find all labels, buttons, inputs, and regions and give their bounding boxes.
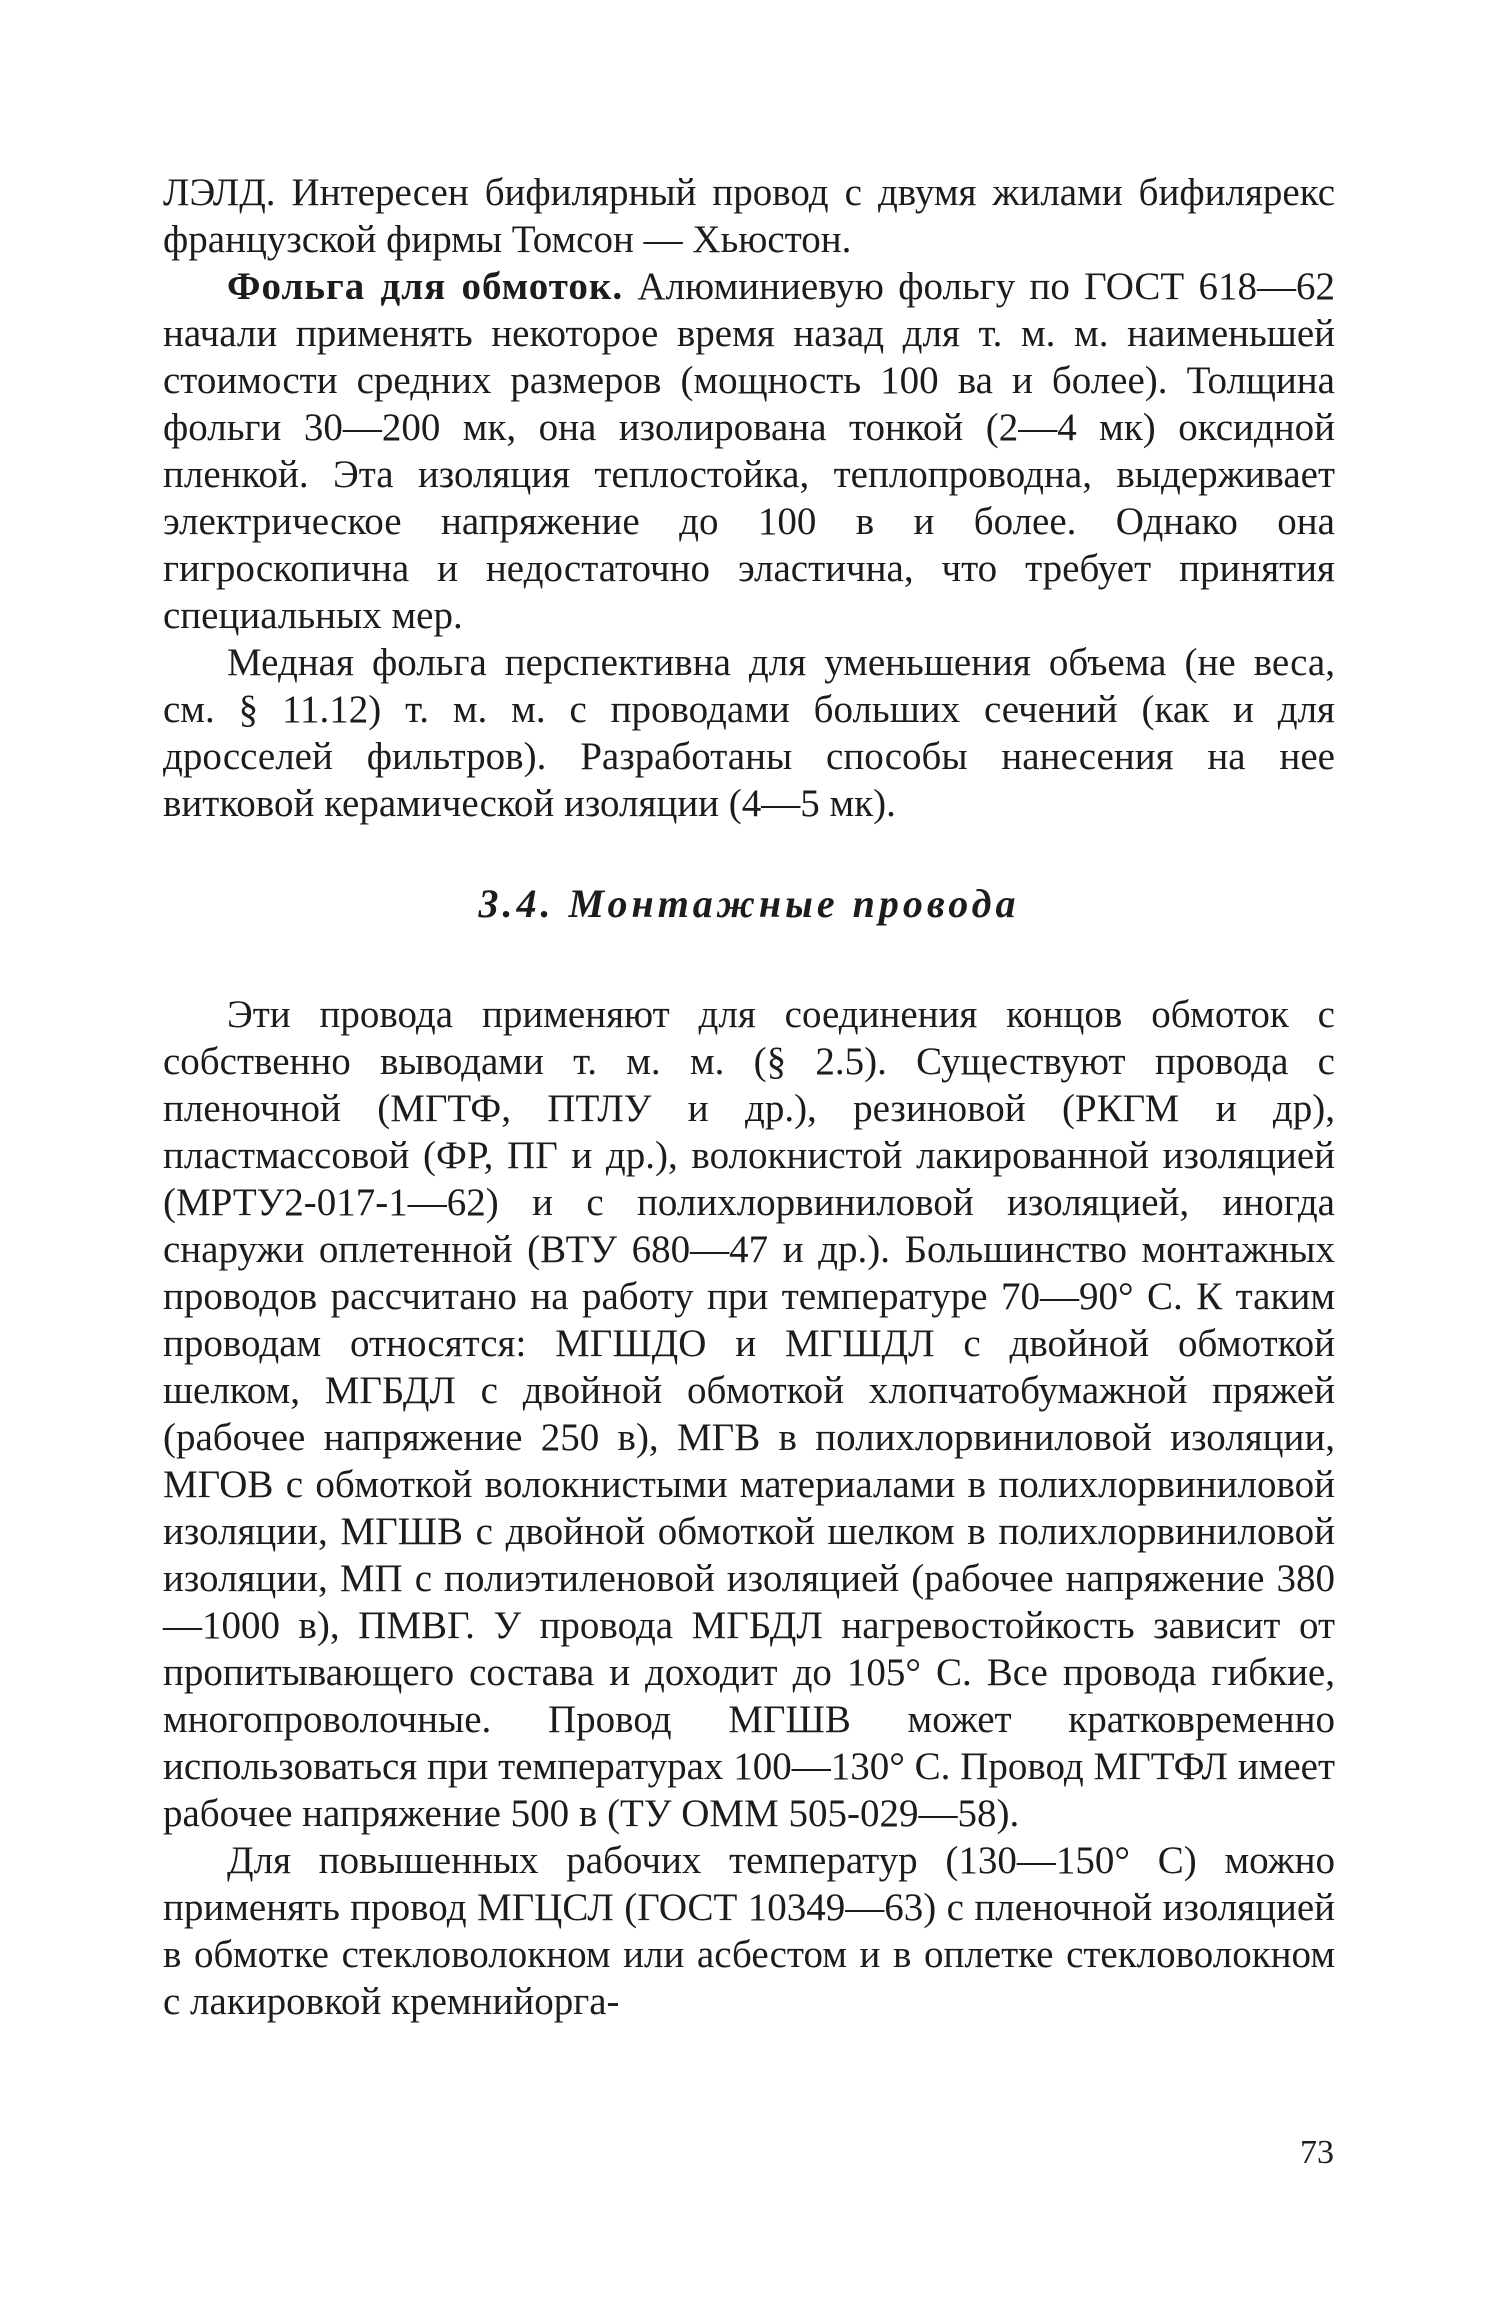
paragraph-high-temp: Для повышенных рабочих температур (130—150° С) можно применять провод МГЦСЛ (ГОСТ 10349—63) с пленочной изоляцией в обмотке стекловолокном или асбестом и в оплетке стекловолокном с лакировкой кремнийорга- [163,1838,1335,2023]
paragraph-foil-text: Алюминиевую фольгу по ГОСТ 618—62 начали применять некоторое время назад для т. м. м. наименьшей стоимости средних размеров (мощность 100 ва и более). Толщина фольги 30—200 мк, она изолирована тонкой (2—4 мк) оксидной пленкой. Эта изоляция теплостойка, теплопроводна, выдерживает электрическое напряжение до 100 в и более. Однако она гигроскопична и недостаточно эластична, что требует принятия специальных мер. [163,264,1335,637]
paragraph-foil [163,264,1335,640]
paragraph-1: ЛЭЛД. Интересен бифилярный провод с двумя жилами бифилярекс французской фирмы Томсон — Хьюстон. [163,171,1335,261]
paragraph-mounting-wires: Эти провода применяют для соединения концов обмоток с собственно выводами т. м. м. (§ 2.5). Существуют провода с пленочной (МГТФ, ПТЛУ и др.), резиновой (РКГМ и др), пластмассовой (ФР, ПГ и др.), волокнистой лакированной изоляцией (МРТУ2-017-1—62) и с полихлорвиниловой изоляцией, иногда снаружи оплетенной (ВТУ 680—47 и др.). Большинство монтажных проводов рассчитано на работу при температуре 70—90° С. К таким проводам относятся: МГШДО и МГШДЛ с двойной обмоткой шелком, МГБДЛ с двойной обмоткой хлопчатобумажной пряжей (рабочее напряжение 250 в), МГВ в полихлорвиниловой изоляции, МГОВ с обмоткой волокнистыми материалами в полихлорвиниловой изоляции, МГШВ с двойной обмоткой шелком в полихлорвиниловой изоляции, МП с полиэтиленовой изоляцией (рабочее напряжение 380—1000 в), ПМВГ. У провода МГБДЛ нагревостойкость зависит от пропитывающего состава и доходит до 105° С. Все провода гибкие, многопроволочные. Провод МГШВ может кратковременно использоваться при температурах 100—130° С. Провод МГТФЛ имеет рабочее напряжение 500 в (ТУ ОММ 505-029—58). [163,992,1335,1835]
section-heading: 3.4. Монтажные провода [478,880,1020,926]
page-number: 73 [1300,2134,1334,2171]
run-in-heading-foil: Фольга для обмоток. [227,264,624,308]
paragraph-copper-foil: Медная фольга перспективна для уменьшения объема (не веса, см. § 11.12) т. м. м. с проводами больших сечений (как и для дросселей фильтров). Разработаны способы нанесения на нее витковой керамической изоляции (4—5 мк). [163,640,1335,825]
page-body [163,170,1335,2026]
